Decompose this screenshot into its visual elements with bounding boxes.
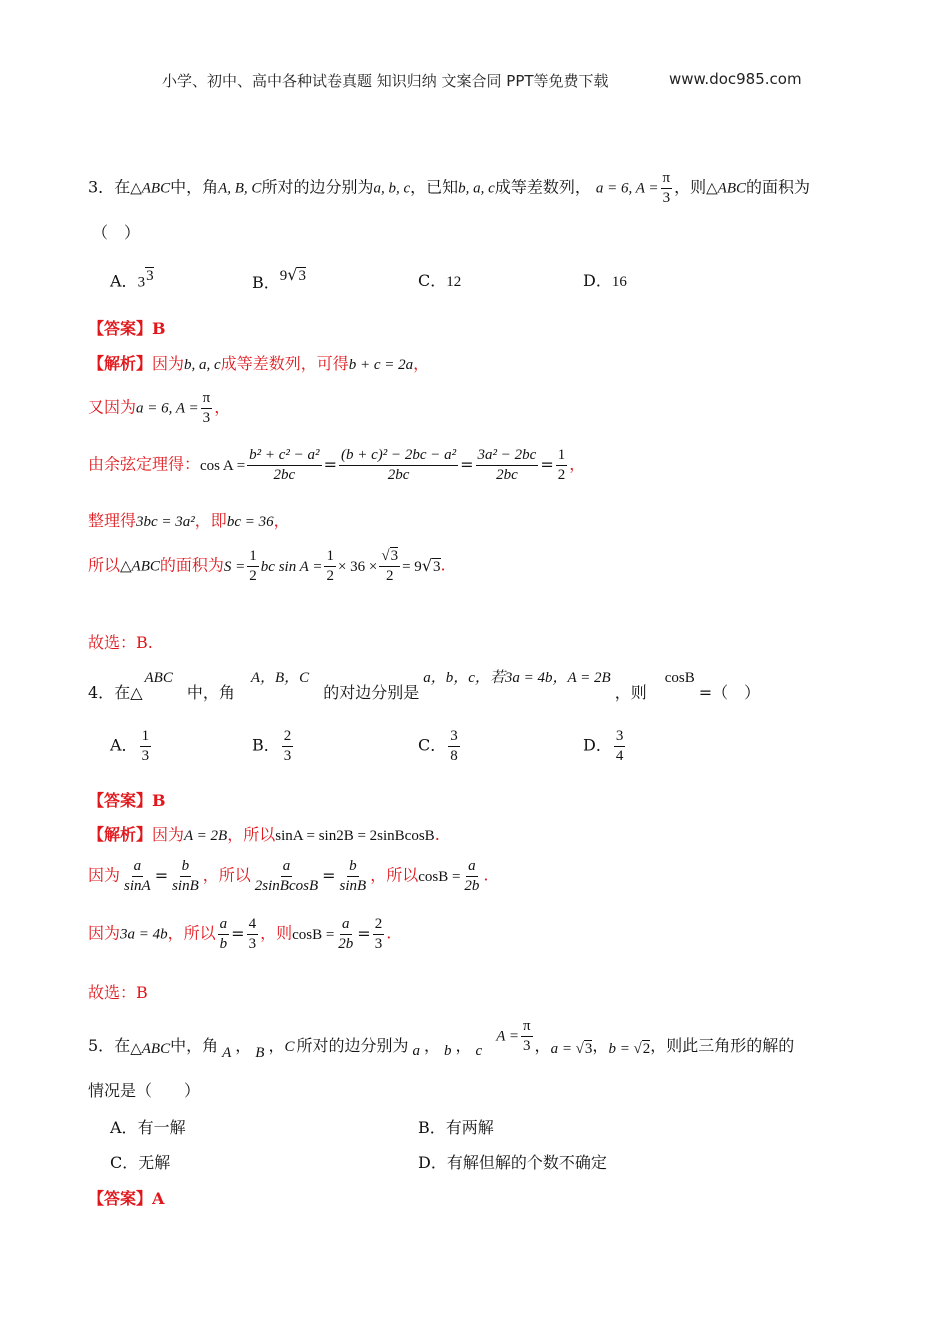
option-value: 9 [279,268,288,284]
analysis-line-1 [88,822,440,845]
stem-text: 所对的边分别为 [261,177,374,197]
text: 所以 [88,555,121,575]
stem-text: ，已知 [410,177,459,197]
option-label: B． [418,1118,446,1137]
analysis-line-2: 因为 $\frac{a}{\sin A}$ = $\frac{b}{\sin B}$ ，所以 $\frac{a}{\text{2sinBcosB}}$ = $\frac{b}{\sin B}$ ，所以cosB = $\frac{a}{2b}$ . [88,858,489,894]
text: ，所以 [227,825,276,844]
option-label: A． [110,271,138,291]
text: 的面积为 [159,555,224,575]
question-5-stem: 5．在△ABC中，角 A ， B ，C 所对的边分别为 a ， b ， cA = $\frac{\pi}{3}$ ，a = √3，b = √2，则此三角形的解的 [88,1018,795,1061]
text: 由余弦定理得： [88,454,201,474]
text: ，所以 [370,865,419,885]
sqrt: 3 [433,558,441,575]
cond-side-b: b = √2 [608,1040,651,1057]
math: bc sin A = [260,558,323,575]
text: 因为 [88,923,121,943]
fraction [556,447,568,483]
sqrt: 3 [298,268,306,284]
answer-line [88,788,166,811]
stem-text: ，则 [614,683,647,702]
angles: A，B，C [250,670,310,686]
denominator: 3 [283,747,292,764]
stem-text: ，则此三角形的解的 [650,1035,795,1055]
math: A = 2B [184,828,228,844]
text: 成等差数列，可得 [220,354,349,373]
text: ，即 [194,511,227,530]
condition: a = 6, A = [595,180,659,197]
text: 又因为 [88,397,137,417]
stem-text: 在 [114,1035,131,1055]
sqrt: 3 [390,548,399,564]
math: sinA = sin2B = 2sinBcosB [275,828,435,844]
numerator: (b + c)² − 2bc − a² [339,447,458,466]
answer-value: B [152,319,166,338]
option-text: 无解 [138,1153,171,1172]
text: 因为 [152,354,185,373]
one-half [324,548,336,584]
text: ， [413,354,430,373]
math: = 9 [402,558,422,575]
option-c[interactable] [418,268,461,291]
fraction: $\frac{2}{3}$ [374,916,383,952]
math: △ABC [120,558,160,575]
text: 因为 [88,865,121,885]
cos-b: cosB [664,670,695,686]
analysis-line-2 [88,390,230,426]
option-label: A． [110,735,138,755]
analysis-label: 【解析】 [88,354,153,373]
analysis-line-3: 因为3a = 4b，所以 $\frac{a}{b}$ = $\frac{4}{3}$ ，则cosB = $\frac{a}{2b}$ = $\frac{2}{3}$ . [88,916,392,952]
answer-value: A [152,1189,165,1208]
option-d[interactable] [583,268,627,291]
conclusion: 故选：B [88,983,148,1002]
analysis-line-1 [88,351,429,374]
option-fraction [140,728,152,764]
text: ， [569,454,586,474]
denominator: 2bc [273,466,296,483]
option-label: D． [418,1153,447,1172]
denominator: 3 [662,189,671,206]
denominator: 4 [615,747,624,764]
stem-text: 成等差数列， [494,177,591,197]
question-number: 5． [88,1035,115,1055]
fraction: $\frac{a}{\text{2sinBcosB}}$ [254,858,319,894]
option-text: 有两解 [445,1118,494,1137]
angles: A, B, C [218,180,262,197]
cond-side-a: a = √3 [550,1040,593,1057]
fraction [476,447,539,483]
stem-text: 中，角 [170,177,219,197]
analysis-line-4 [88,508,290,531]
answer-value: B [152,791,166,810]
numerator: 3 [614,728,626,747]
option-fraction [282,728,294,764]
text: . [386,923,392,943]
option-value: 16 [611,274,627,290]
angle-b: B [255,1044,265,1061]
question-3-stem [88,170,810,206]
sides-condition: a，b，c，若3a = 4b，A = 2B [423,670,611,686]
denominator: 2 [385,567,394,584]
option-d[interactable] [418,1150,607,1173]
text: . [483,865,489,885]
stem-text: 在△ [114,683,143,702]
triangle-abc: △ABC [706,180,747,197]
text: ，所以 [167,923,216,943]
side-c: c [475,1042,483,1059]
text: 因为 [152,825,185,844]
option-a[interactable] [110,728,153,764]
answer-line [88,316,166,339]
answer-label: 【答案】 [88,1189,153,1208]
question-number: 3． [88,177,115,197]
option-b[interactable] [418,1115,494,1138]
sqrt3-over-2: $\frac{√3}{2}$ [381,548,399,584]
one-half [247,548,259,584]
fraction: $\frac{a}{b}$ [219,916,228,952]
pi-over-3 [201,390,213,426]
option-d[interactable] [583,728,627,764]
option-a[interactable] [110,268,154,291]
fraction [247,447,321,483]
fraction: $\frac{4}{3}$ [248,916,257,952]
sequence: b, a, c [458,180,495,197]
denominator: 3 [202,409,211,426]
option-text: 有一解 [137,1118,186,1137]
angle-c: C [284,1038,295,1055]
option-b[interactable]: B．9√3 [252,265,306,292]
numerator: 2 [282,728,294,747]
fraction: $\frac{b}{\sin B}$ [172,858,199,894]
text: 整理得 [88,511,137,530]
numerator: π [661,170,673,189]
stem-text: 所对的边分别为 [296,1035,409,1055]
denominator: 2 [249,567,257,584]
side-a: a [412,1042,420,1059]
math: a = 6, A = [136,400,199,417]
pi-over-3: $\frac{\pi}{3}$ [522,1018,531,1054]
option-label: B． [252,273,280,292]
fraction: $\frac{a}{2b}$ [464,858,480,894]
option-c[interactable] [110,1150,170,1173]
angle-a: A [222,1044,232,1061]
stem-text: 中，角 [186,683,235,702]
option-b[interactable] [252,728,295,764]
analysis-label: 【解析】 [88,825,153,844]
numerator: π [201,390,213,409]
fraction: $\frac{b}{\sin B}$ [339,858,367,894]
math: 3bc = 3a² [136,514,195,530]
side-b: b [444,1042,452,1059]
sides: a, b, c [373,180,411,197]
cond-a: A = [496,1028,519,1045]
option-value: 12 [446,274,462,290]
stem-text: 中，角 [170,1035,219,1055]
math: × 36 × [337,558,378,575]
header-url[interactable]: www.doc985.com [669,70,802,88]
math: 3a = 4b [120,926,168,943]
math: b + c = 2a [348,357,414,373]
denominator: 2bc [496,466,518,483]
option-c[interactable] [418,728,462,764]
numerator: 3 [448,728,460,747]
option-label: D． [583,271,612,290]
option-label: C． [110,1153,139,1172]
option-fraction [614,728,626,764]
triangle-abc: △ABC [130,1040,171,1057]
answer-label: 【答案】 [88,319,153,338]
numerator: b² + c² − a² [247,447,321,466]
math: b, a, c [184,357,221,373]
option-label: B． [252,735,280,755]
text: ，所以 [202,865,251,885]
text: . [434,825,440,844]
header-banner: 小学、初中、高中各种试卷真题 知识归纳 文案合同 PPT等免费下载 [162,72,609,90]
numerator: 3a² − 2bc [476,447,539,466]
text: ， [273,511,290,530]
option-value: 3 [137,274,146,291]
denominator: 2 [326,567,334,584]
text: ，则 [260,923,293,943]
stem-text: 在 [114,177,131,197]
stem-text: ，则 [674,177,707,197]
conclusion: 故选：B. [88,633,153,652]
triangle-abc: △ABC [130,180,171,197]
analysis-line-3: 由余弦定理得：cos A = $\frac{\text{b² + c² − a²}}{2bc}$ = $\frac{\text{(b + c)² − 2bc − a²}}{2bc}$ = $\frac{\text{3a² − 2bc}}{2bc}$ = $\frac{1}{2}$ ， [88,447,586,483]
math: bc = 36 [226,514,274,530]
denominator: 2 [557,466,566,483]
option-label: D． [583,735,612,755]
denominator: 2bc [387,466,410,483]
numerator: 1 [140,728,152,747]
text: . [440,555,446,575]
denominator: 8 [450,747,458,764]
answer-line [88,1186,164,1209]
question-4-stem [88,666,761,702]
math: cos A = [200,457,246,474]
answer-label: 【答案】 [88,791,153,810]
option-a[interactable] [110,1115,186,1138]
question-number: 4． [88,683,115,702]
question-5-stem-cont: 情况是（ ） [88,1081,201,1100]
stem-text: 的对边分别是 [323,683,420,702]
sqrt: 3 [146,268,154,284]
text: ， [214,397,231,417]
pi-over-3 [661,170,673,206]
answer-paren: （ ） [92,223,141,242]
option-label: C． [418,271,447,290]
option-fraction [448,728,460,764]
fraction: $\frac{a}{2b}$ [338,916,354,952]
numerator: 1 [556,447,568,466]
math: S = [223,558,246,575]
stem-text: 的面积为 [746,177,811,197]
numerator: 1 [324,548,336,567]
option-text: 有解但解的个数不确定 [446,1153,607,1172]
fraction [339,447,458,483]
option-label: C． [418,735,447,755]
triangle-abc: ABC [144,670,173,686]
denominator: 3 [141,747,150,764]
analysis-line-5: 所以△ABC的面积为S = $\frac{1}{2}$ bc sin A = $\frac{1}{2}$ × 36 × $\frac{√3}{2}$ = 9√3. [88,548,446,584]
numerator: 1 [247,548,259,567]
option-label: A． [110,1118,138,1137]
stem-text: =（ ） [698,683,761,702]
fraction: $\frac{a}{\sin A}$ [124,858,151,894]
